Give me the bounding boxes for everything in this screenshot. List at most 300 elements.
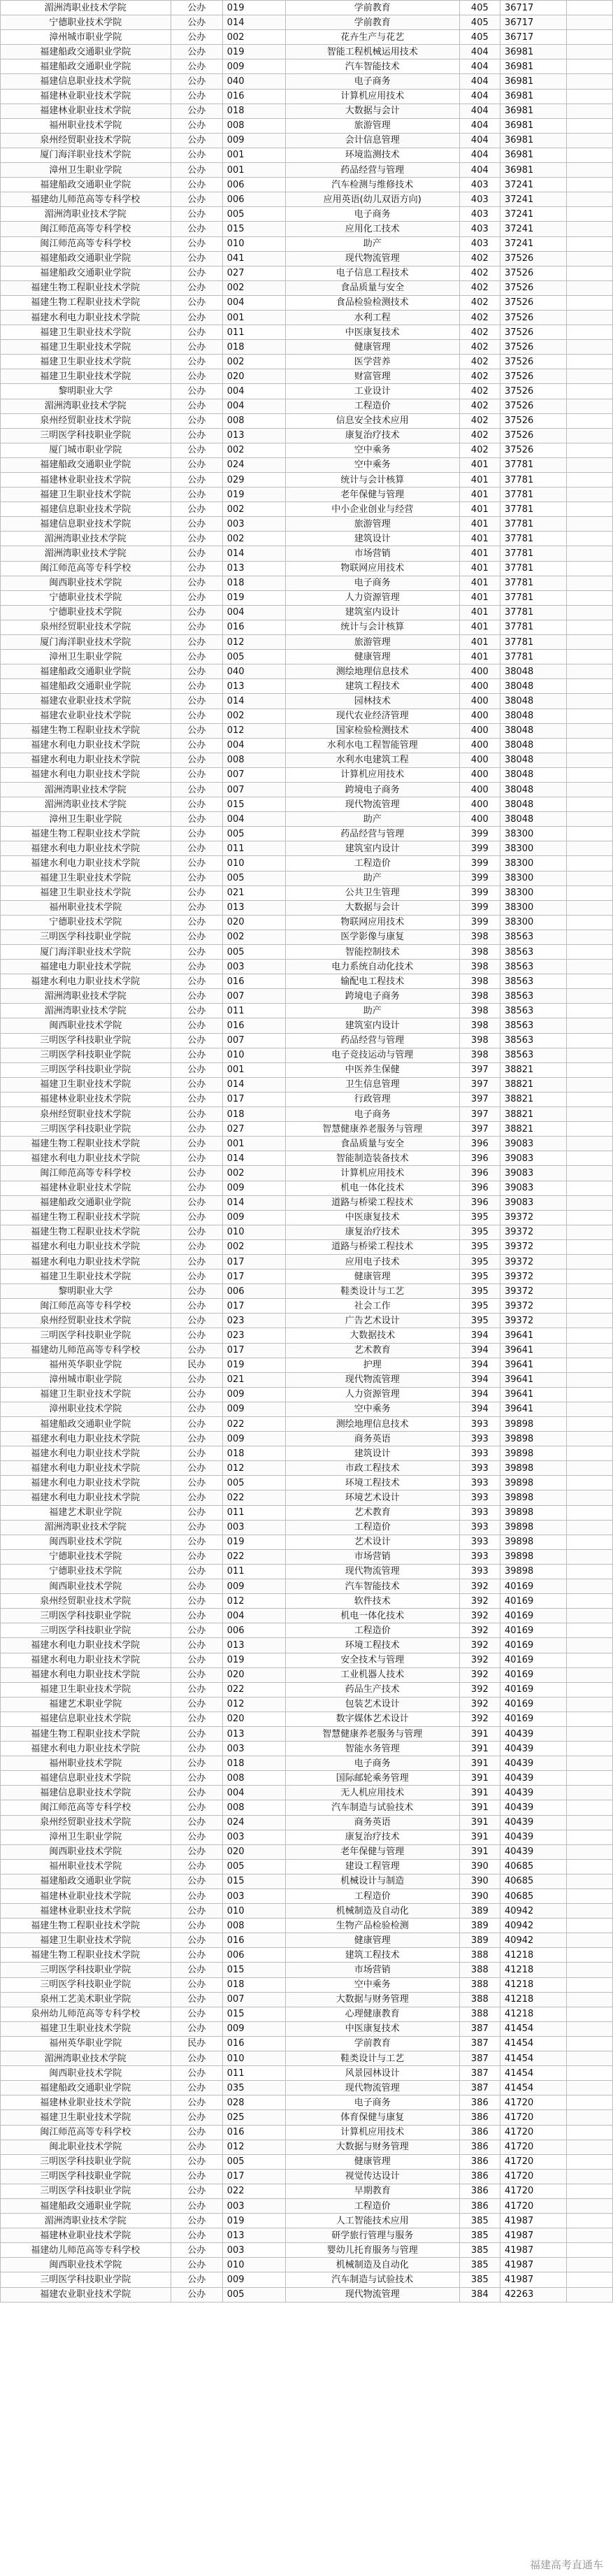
school-type-cell: 公办 xyxy=(171,1638,222,1653)
major-code-cell: 005 xyxy=(222,207,285,222)
major-code-cell: 014 xyxy=(222,1151,285,1166)
empty-cell xyxy=(567,1210,613,1225)
min-score-cell: 392 xyxy=(459,1579,500,1594)
min-score-cell: 402 xyxy=(459,369,500,384)
major-code-cell: 002 xyxy=(222,280,285,295)
major-name-cell: 学前教育 xyxy=(285,2036,459,2051)
empty-cell xyxy=(567,1343,613,1358)
min-score-cell: 385 xyxy=(459,2228,500,2243)
min-rank-cell: 41987 xyxy=(500,2243,566,2258)
empty-cell xyxy=(567,1919,613,1933)
major-name-cell: 心理健康教育 xyxy=(285,2007,459,2021)
min-rank-cell: 37781 xyxy=(500,517,566,532)
school-name-cell: 厦门海洋职业技术学院 xyxy=(1,945,171,960)
min-score-cell: 398 xyxy=(459,1004,500,1018)
major-code-cell: 009 xyxy=(222,133,285,148)
table-row xyxy=(1,1594,613,1609)
min-rank-cell: 37781 xyxy=(500,620,566,634)
school-name-cell: 泉州经贸职业技术学院 xyxy=(1,1107,171,1122)
major-name-cell: 旅游管理 xyxy=(285,635,459,650)
school-name-cell: 福建水利电力职业技术学院 xyxy=(1,1742,171,1756)
school-type-cell: 公办 xyxy=(171,915,222,930)
major-code-cell: 013 xyxy=(222,1638,285,1653)
table-row xyxy=(1,1638,613,1653)
min-score-cell: 402 xyxy=(459,443,500,457)
school-name-cell: 福建农业职业技术学院 xyxy=(1,709,171,723)
min-score-cell: 402 xyxy=(459,266,500,280)
school-name-cell: 三明医学科技职业学院 xyxy=(1,930,171,944)
min-rank-cell: 36981 xyxy=(500,118,566,133)
empty-cell xyxy=(567,1623,613,1638)
school-type-cell: 公办 xyxy=(171,192,222,207)
table-row xyxy=(1,1004,613,1018)
table-row xyxy=(1,2140,613,2154)
school-name-cell: 福建船政交通职业学院 xyxy=(1,266,171,280)
min-rank-cell: 37781 xyxy=(500,532,566,546)
empty-cell xyxy=(567,1948,613,1963)
empty-cell xyxy=(567,532,613,546)
major-code-cell: 008 xyxy=(222,753,285,767)
school-type-cell: 公办 xyxy=(171,1461,222,1476)
min-score-cell: 400 xyxy=(459,812,500,827)
school-type-cell: 公办 xyxy=(171,945,222,960)
empty-cell xyxy=(567,605,613,620)
empty-cell xyxy=(567,1033,613,1048)
major-name-cell: 园林技术 xyxy=(285,694,459,709)
empty-cell xyxy=(567,576,613,590)
school-name-cell: 福建林业职业技术学院 xyxy=(1,89,171,104)
min-rank-cell: 38563 xyxy=(500,974,566,989)
school-type-cell: 公办 xyxy=(171,15,222,30)
major-code-cell: 006 xyxy=(222,178,285,192)
major-code-cell: 003 xyxy=(222,517,285,532)
min-score-cell: 404 xyxy=(459,45,500,59)
min-rank-cell: 40685 xyxy=(500,1874,566,1888)
major-code-cell: 005 xyxy=(222,827,285,841)
major-code-cell: 005 xyxy=(222,650,285,664)
min-score-cell: 396 xyxy=(459,1166,500,1181)
table-row xyxy=(1,1712,613,1726)
min-rank-cell: 39898 xyxy=(500,1476,566,1490)
major-code-cell: 040 xyxy=(222,74,285,89)
min-score-cell: 385 xyxy=(459,2258,500,2272)
major-name-cell: 跨境电子商务 xyxy=(285,782,459,797)
school-name-cell: 福建卫生职业技术学院 xyxy=(1,488,171,502)
major-name-cell: 环境监测技术 xyxy=(285,148,459,162)
min-score-cell: 386 xyxy=(459,2125,500,2140)
school-name-cell: 福建水利电力职业技术学院 xyxy=(1,1446,171,1461)
empty-cell xyxy=(567,1815,613,1830)
table-row xyxy=(1,1092,613,1106)
major-name-cell: 中医康复技术 xyxy=(285,325,459,340)
major-name-cell: 软件技术 xyxy=(285,1594,459,1609)
table-row xyxy=(1,1269,613,1284)
min-rank-cell: 42263 xyxy=(500,2287,566,2302)
min-rank-cell: 40439 xyxy=(500,1830,566,1844)
school-name-cell: 福建水利电力职业技术学院 xyxy=(1,1151,171,1166)
school-name-cell: 湄洲湾职业技术学院 xyxy=(1,2214,171,2228)
school-name-cell: 福建卫生职业技术学院 xyxy=(1,355,171,369)
min-score-cell: 402 xyxy=(459,325,500,340)
min-score-cell: 392 xyxy=(459,1682,500,1697)
school-type-cell: 公办 xyxy=(171,1653,222,1667)
major-name-cell: 工程造价 xyxy=(285,856,459,871)
major-code-cell: 002 xyxy=(222,355,285,369)
min-rank-cell: 40439 xyxy=(500,1815,566,1830)
school-name-cell: 福建船政交通职业学院 xyxy=(1,178,171,192)
min-rank-cell: 38300 xyxy=(500,900,566,915)
min-rank-cell: 39372 xyxy=(500,1299,566,1314)
empty-cell xyxy=(567,1181,613,1195)
major-name-cell: 物联网应用技术 xyxy=(285,915,459,930)
table-row xyxy=(1,1151,613,1166)
min-rank-cell: 36981 xyxy=(500,89,566,104)
major-code-cell: 014 xyxy=(222,1195,285,1210)
table-row xyxy=(1,45,613,59)
min-score-cell: 393 xyxy=(459,1446,500,1461)
school-name-cell: 湄洲湾职业技术学院 xyxy=(1,399,171,413)
table-row xyxy=(1,856,613,871)
school-name-cell: 福建水利电力职业技术学院 xyxy=(1,1490,171,1505)
school-type-cell: 公办 xyxy=(171,738,222,753)
min-rank-cell: 40439 xyxy=(500,1771,566,1786)
min-score-cell: 392 xyxy=(459,1697,500,1712)
empty-cell xyxy=(567,2007,613,2021)
table-row xyxy=(1,428,613,443)
table-row xyxy=(1,133,613,148)
school-name-cell: 黎明职业大学 xyxy=(1,1284,171,1299)
major-name-cell: 研学旅行管理与服务 xyxy=(285,2228,459,2243)
empty-cell xyxy=(567,1269,613,1284)
school-name-cell: 黎明职业大学 xyxy=(1,384,171,399)
min-rank-cell: 38821 xyxy=(500,1077,566,1092)
empty-cell xyxy=(567,163,613,178)
school-name-cell: 闽西职业技术学院 xyxy=(1,1844,171,1859)
school-name-cell: 漳州卫生职业学院 xyxy=(1,650,171,664)
min-score-cell: 385 xyxy=(459,2272,500,2287)
min-score-cell: 391 xyxy=(459,1830,500,1844)
table-row xyxy=(1,1358,613,1372)
major-code-cell: 002 xyxy=(222,532,285,546)
empty-cell xyxy=(567,1122,613,1137)
major-code-cell: 019 xyxy=(222,488,285,502)
school-type-cell: 公办 xyxy=(171,1092,222,1106)
school-type-cell: 公办 xyxy=(171,2021,222,2036)
major-name-cell: 婴幼儿托育服务与管理 xyxy=(285,2243,459,2258)
empty-cell xyxy=(567,1299,613,1314)
major-name-cell: 工程造价 xyxy=(285,2198,459,2213)
major-name-cell: 跨境电子商务 xyxy=(285,989,459,1004)
school-name-cell: 湄洲湾职业技术学院 xyxy=(1,207,171,222)
min-rank-cell: 39641 xyxy=(500,1402,566,1416)
empty-cell xyxy=(567,561,613,576)
table-row xyxy=(1,2125,613,2140)
table-row xyxy=(1,2066,613,2081)
min-rank-cell: 37526 xyxy=(500,355,566,369)
min-rank-cell: 38300 xyxy=(500,827,566,841)
school-type-cell: 公办 xyxy=(171,782,222,797)
major-code-cell: 002 xyxy=(222,1166,285,1181)
school-name-cell: 福建卫生职业技术学院 xyxy=(1,2110,171,2125)
school-name-cell: 福建林业职业技术学院 xyxy=(1,2095,171,2110)
min-score-cell: 396 xyxy=(459,1195,500,1210)
min-score-cell: 395 xyxy=(459,1314,500,1328)
major-name-cell: 药品生产技术 xyxy=(285,1682,459,1697)
min-score-cell: 395 xyxy=(459,1239,500,1254)
min-rank-cell: 41720 xyxy=(500,2140,566,2154)
major-name-cell: 电子商务 xyxy=(285,1107,459,1122)
school-name-cell: 福建卫生职业技术学院 xyxy=(1,340,171,355)
major-code-cell: 009 xyxy=(222,1402,285,1416)
empty-cell xyxy=(567,1048,613,1062)
empty-cell xyxy=(567,2036,613,2051)
major-code-cell: 016 xyxy=(222,974,285,989)
min-score-cell: 386 xyxy=(459,2184,500,2198)
empty-cell xyxy=(567,1535,613,1549)
major-name-cell: 计算机应用技术 xyxy=(285,1166,459,1181)
min-rank-cell: 36981 xyxy=(500,59,566,74)
school-type-cell: 公办 xyxy=(171,369,222,384)
school-type-cell: 公办 xyxy=(171,163,222,178)
school-name-cell: 闽西职业技术学院 xyxy=(1,1018,171,1033)
major-code-cell: 024 xyxy=(222,1815,285,1830)
min-score-cell: 388 xyxy=(459,1977,500,1992)
empty-cell xyxy=(567,709,613,723)
min-score-cell: 395 xyxy=(459,1225,500,1239)
school-type-cell: 民办 xyxy=(171,1358,222,1372)
major-code-cell: 018 xyxy=(222,1446,285,1461)
major-code-cell: 011 xyxy=(222,841,285,856)
major-code-cell: 002 xyxy=(222,443,285,457)
min-rank-cell: 38048 xyxy=(500,664,566,679)
major-name-cell: 大数据与财务管理 xyxy=(285,2140,459,2154)
major-code-cell: 011 xyxy=(222,1004,285,1018)
school-name-cell: 福建水利电力职业技术学院 xyxy=(1,767,171,782)
min-score-cell: 398 xyxy=(459,989,500,1004)
min-score-cell: 403 xyxy=(459,207,500,222)
major-name-cell: 无人机应用技术 xyxy=(285,1786,459,1800)
school-type-cell: 公办 xyxy=(171,1490,222,1505)
table-row xyxy=(1,1254,613,1269)
table-row xyxy=(1,812,613,827)
school-name-cell: 福建卫生职业技术学院 xyxy=(1,885,171,900)
school-type-cell: 公办 xyxy=(171,266,222,280)
major-code-cell: 016 xyxy=(222,2125,285,2140)
min-score-cell: 399 xyxy=(459,900,500,915)
school-type-cell: 公办 xyxy=(171,2243,222,2258)
major-name-cell: 建筑室内设计 xyxy=(285,605,459,620)
school-name-cell: 福建船政交通职业学院 xyxy=(1,1195,171,1210)
school-name-cell: 三明医学科技职业学院 xyxy=(1,2154,171,2169)
empty-cell xyxy=(567,1712,613,1726)
empty-cell xyxy=(567,1889,613,1904)
min-score-cell: 389 xyxy=(459,1904,500,1919)
min-rank-cell: 39898 xyxy=(500,1446,566,1461)
min-score-cell: 400 xyxy=(459,767,500,782)
table-row xyxy=(1,1239,613,1254)
min-score-cell: 401 xyxy=(459,532,500,546)
table-row xyxy=(1,1771,613,1786)
min-rank-cell: 39898 xyxy=(500,1520,566,1535)
school-name-cell: 福建生物工程职业技术学院 xyxy=(1,1948,171,1963)
school-name-cell: 泉州经贸职业技术学院 xyxy=(1,413,171,428)
major-code-cell: 009 xyxy=(222,1181,285,1195)
school-name-cell: 福建水利电力职业技术学院 xyxy=(1,753,171,767)
major-name-cell: 康复治疗技术 xyxy=(285,428,459,443)
table-row xyxy=(1,2214,613,2228)
major-code-cell: 012 xyxy=(222,1697,285,1712)
min-rank-cell: 38048 xyxy=(500,723,566,738)
min-score-cell: 405 xyxy=(459,30,500,45)
empty-cell xyxy=(567,590,613,605)
table-row xyxy=(1,222,613,236)
min-score-cell: 401 xyxy=(459,635,500,650)
major-name-cell: 人工智能技术应用 xyxy=(285,2214,459,2228)
watermark: 福建高考直通车 xyxy=(529,2559,603,2571)
major-name-cell: 机械设计与制造 xyxy=(285,1874,459,1888)
major-name-cell: 现代物流管理 xyxy=(285,1564,459,1579)
major-code-cell: 010 xyxy=(222,1048,285,1062)
major-name-cell: 水利水电工程智能管理 xyxy=(285,738,459,753)
major-name-cell: 行政管理 xyxy=(285,1092,459,1106)
major-name-cell: 道路与桥梁工程技术 xyxy=(285,1195,459,1210)
major-code-cell: 008 xyxy=(222,1919,285,1933)
table-row xyxy=(1,502,613,517)
school-name-cell: 福建卫生职业技术学院 xyxy=(1,1269,171,1284)
min-rank-cell: 39641 xyxy=(500,1387,566,1402)
school-type-cell: 公办 xyxy=(171,679,222,694)
school-name-cell: 福建信息职业技术学院 xyxy=(1,502,171,517)
school-name-cell: 三明医学科技职业学院 xyxy=(1,2184,171,2198)
table-row xyxy=(1,325,613,340)
school-name-cell: 泉州经贸职业技术学院 xyxy=(1,133,171,148)
table-row xyxy=(1,2036,613,2051)
school-name-cell: 三明医学科技职业学院 xyxy=(1,1963,171,1977)
major-code-cell: 002 xyxy=(222,502,285,517)
major-name-cell: 鞋类设计与工艺 xyxy=(285,2051,459,2066)
major-code-cell: 005 xyxy=(222,2287,285,2302)
min-score-cell: 398 xyxy=(459,1048,500,1062)
major-name-cell: 药品经营与管理 xyxy=(285,1033,459,1048)
school-type-cell: 公办 xyxy=(171,546,222,561)
major-name-cell: 统计与会计核算 xyxy=(285,473,459,488)
major-code-cell: 025 xyxy=(222,2110,285,2125)
min-score-cell: 398 xyxy=(459,974,500,989)
min-rank-cell: 39372 xyxy=(500,1239,566,1254)
major-name-cell: 助产 xyxy=(285,871,459,885)
empty-cell xyxy=(567,1756,613,1771)
major-name-cell: 食品质量与安全 xyxy=(285,1137,459,1151)
min-score-cell: 397 xyxy=(459,1077,500,1092)
school-name-cell: 福建生物工程职业技术学院 xyxy=(1,295,171,310)
major-code-cell: 007 xyxy=(222,1992,285,2007)
major-name-cell: 健康管理 xyxy=(285,2154,459,2169)
major-name-cell: 应用化工技术 xyxy=(285,222,459,236)
min-score-cell: 392 xyxy=(459,1653,500,1667)
major-name-cell: 测绘地理信息技术 xyxy=(285,664,459,679)
school-type-cell: 公办 xyxy=(171,1004,222,1018)
school-name-cell: 厦门城市职业学院 xyxy=(1,443,171,457)
table-row xyxy=(1,118,613,133)
school-name-cell: 闽江师范高等专科学校 xyxy=(1,561,171,576)
empty-cell xyxy=(567,1137,613,1151)
major-code-cell: 009 xyxy=(222,1387,285,1402)
table-row xyxy=(1,1786,613,1800)
school-type-cell: 公办 xyxy=(171,1564,222,1579)
min-rank-cell: 39898 xyxy=(500,1432,566,1446)
school-name-cell: 福建卫生职业技术学院 xyxy=(1,871,171,885)
min-rank-cell: 41218 xyxy=(500,1992,566,2007)
table-row xyxy=(1,1476,613,1490)
table-row xyxy=(1,30,613,45)
min-rank-cell: 40169 xyxy=(500,1653,566,1667)
school-type-cell: 公办 xyxy=(171,45,222,59)
school-type-cell: 公办 xyxy=(171,325,222,340)
table-row xyxy=(1,74,613,89)
empty-cell xyxy=(567,900,613,915)
min-score-cell: 393 xyxy=(459,1549,500,1564)
major-name-cell: 商务英语 xyxy=(285,1815,459,1830)
min-score-cell: 401 xyxy=(459,620,500,634)
major-name-cell: 现代物流管理 xyxy=(285,1372,459,1387)
min-rank-cell: 37781 xyxy=(500,561,566,576)
table-row xyxy=(1,1181,613,1195)
min-score-cell: 400 xyxy=(459,709,500,723)
table-row xyxy=(1,1682,613,1697)
major-name-cell: 计算机应用技术 xyxy=(285,767,459,782)
table-row xyxy=(1,1284,613,1299)
school-name-cell: 闽西职业技术学院 xyxy=(1,2066,171,2081)
table-row xyxy=(1,1815,613,1830)
school-type-cell: 公办 xyxy=(171,1077,222,1092)
min-rank-cell: 41218 xyxy=(500,1963,566,1977)
min-rank-cell: 39083 xyxy=(500,1137,566,1151)
min-rank-cell: 37241 xyxy=(500,236,566,251)
table-row xyxy=(1,1,613,15)
min-rank-cell: 39898 xyxy=(500,1417,566,1432)
min-rank-cell: 39898 xyxy=(500,1505,566,1520)
major-code-cell: 013 xyxy=(222,2228,285,2243)
table-row xyxy=(1,1328,613,1343)
table-row xyxy=(1,2021,613,2036)
school-name-cell: 湄洲湾职业技术学院 xyxy=(1,1004,171,1018)
table-row xyxy=(1,945,613,960)
major-name-cell: 水利水电建筑工程 xyxy=(285,753,459,767)
major-name-cell: 建筑设计 xyxy=(285,1446,459,1461)
school-name-cell: 闽江师范高等专科学校 xyxy=(1,1166,171,1181)
school-name-cell: 闽西职业技术学院 xyxy=(1,576,171,590)
empty-cell xyxy=(567,782,613,797)
major-name-cell: 人力资源管理 xyxy=(285,590,459,605)
min-rank-cell: 39898 xyxy=(500,1490,566,1505)
empty-cell xyxy=(567,2081,613,2095)
school-type-cell: 公办 xyxy=(171,1815,222,1830)
empty-cell xyxy=(567,1166,613,1181)
table-row xyxy=(1,605,613,620)
min-score-cell: 399 xyxy=(459,841,500,856)
school-type-cell: 公办 xyxy=(171,1742,222,1756)
min-rank-cell: 37781 xyxy=(500,502,566,517)
school-name-cell: 福建生物工程职业技术学院 xyxy=(1,1225,171,1239)
empty-cell xyxy=(567,2198,613,2213)
school-name-cell: 闽江师范高等专科学校 xyxy=(1,2125,171,2140)
empty-cell xyxy=(567,1151,613,1166)
empty-cell xyxy=(567,15,613,30)
school-type-cell: 公办 xyxy=(171,2110,222,2125)
school-type-cell: 公办 xyxy=(171,1520,222,1535)
min-score-cell: 387 xyxy=(459,2051,500,2066)
major-name-cell: 视觉传达设计 xyxy=(285,2169,459,2184)
